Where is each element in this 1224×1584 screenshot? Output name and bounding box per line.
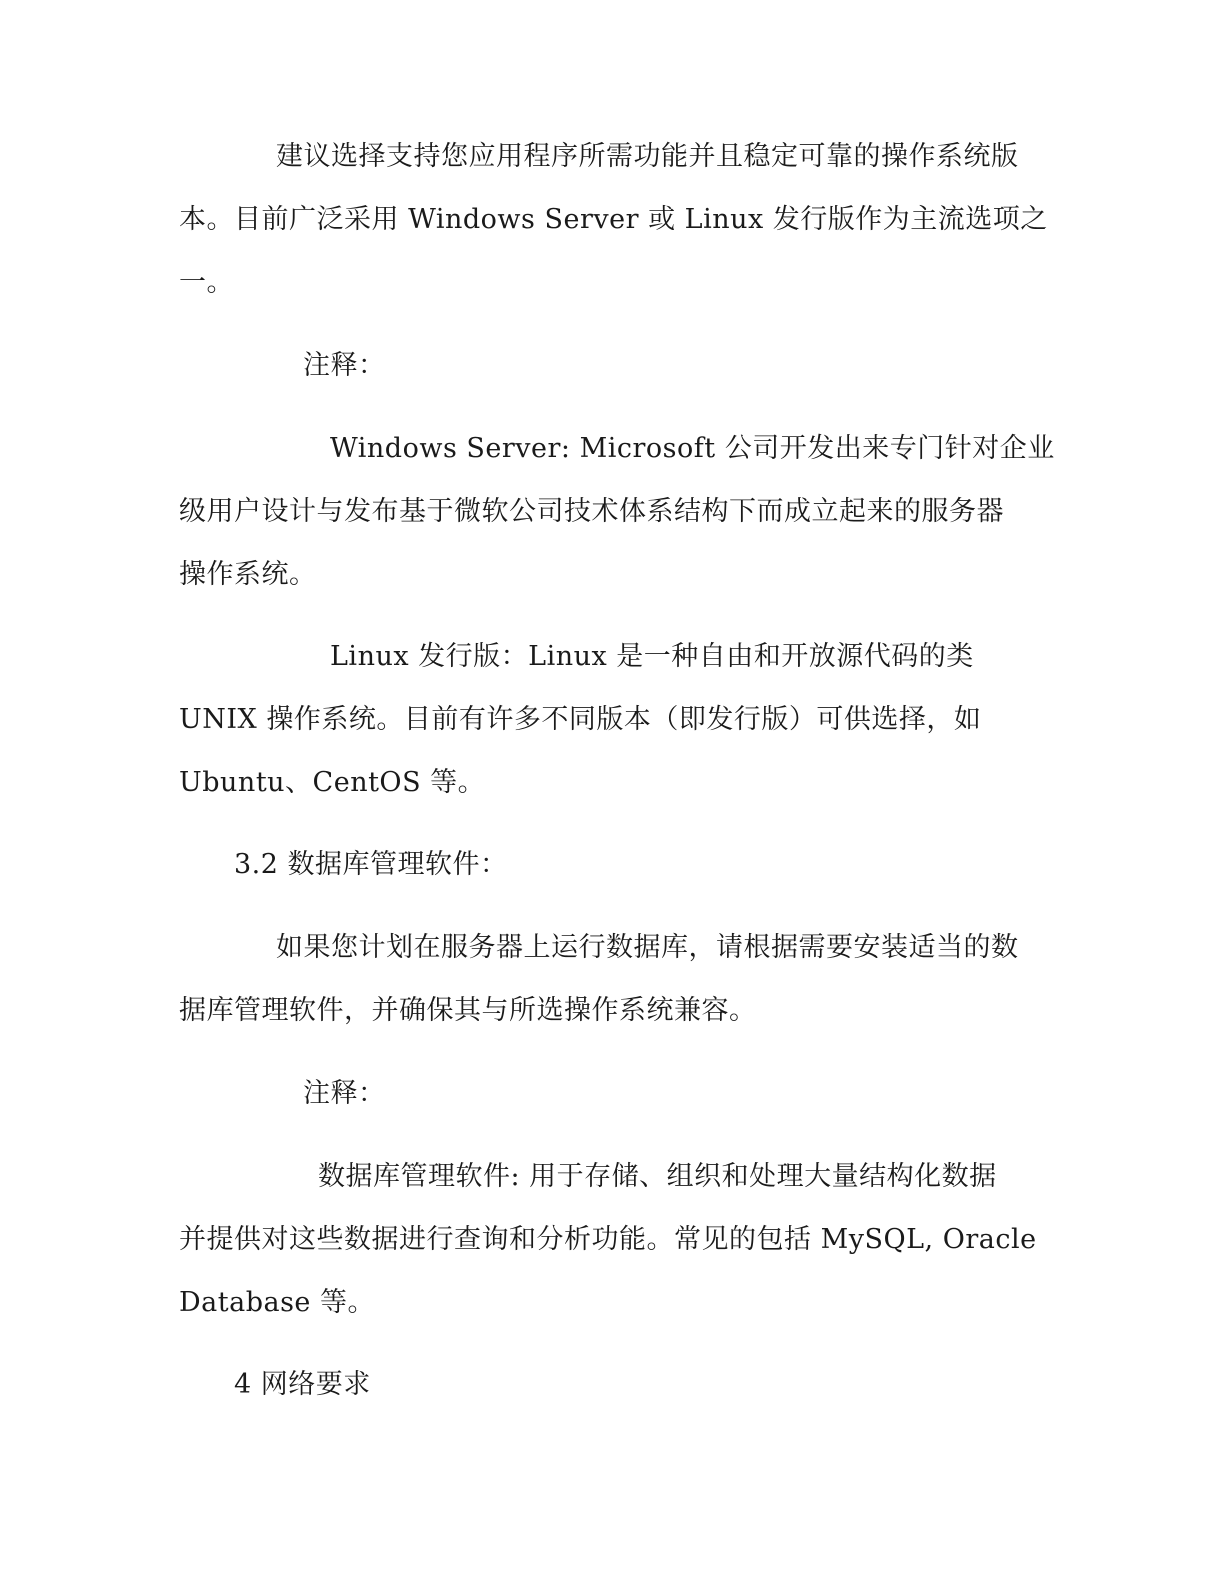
- paragraph-line: 并提供对这些数据进行查询和分析功能。常见的包括 MySQL, Oracle: [179, 1224, 1037, 1255]
- paragraph-line: 据库管理软件，并确保其与所选操作系统兼容。: [179, 995, 757, 1026]
- paragraph-line: UNIX 操作系统。目前有许多不同版本（即发行版）可供选择，如: [179, 704, 982, 735]
- paragraph-line: Linux 发行版：Linux 是一种自由和开放源代码的类: [330, 641, 974, 672]
- paragraph-line: Ubuntu、CentOS 等。: [179, 767, 486, 798]
- paragraph-line: Database 等。: [179, 1287, 375, 1318]
- paragraph-line: 操作系统。: [179, 559, 317, 590]
- paragraph-line: 本。目前广泛采用 Windows Server 或 Linux 发行版作为主流选项之: [179, 204, 1048, 235]
- paragraph-line: 级用户设计与发布基于微软公司技术体系结构下而成立起来的服务器: [179, 496, 1004, 527]
- section-heading-3-2: 3.2 数据库管理软件：: [234, 849, 508, 880]
- note-label: 注释：: [303, 350, 386, 381]
- paragraph-line: 一。: [179, 267, 234, 298]
- paragraph-line: 如果您计划在服务器上运行数据库，请根据需要安装适当的数: [276, 932, 1019, 963]
- paragraph-line: 数据库管理软件: 用于存储、组织和处理大量结构化数据: [318, 1161, 997, 1192]
- paragraph-line: Windows Server: Microsoft 公司开发出来专门针对企业: [330, 433, 1055, 464]
- paragraph-line: 建议选择支持您应用程序所需功能并且稳定可靠的操作系统版: [276, 141, 1019, 172]
- section-heading-4: 4 网络要求: [234, 1369, 371, 1400]
- note-label: 注释：: [303, 1078, 386, 1109]
